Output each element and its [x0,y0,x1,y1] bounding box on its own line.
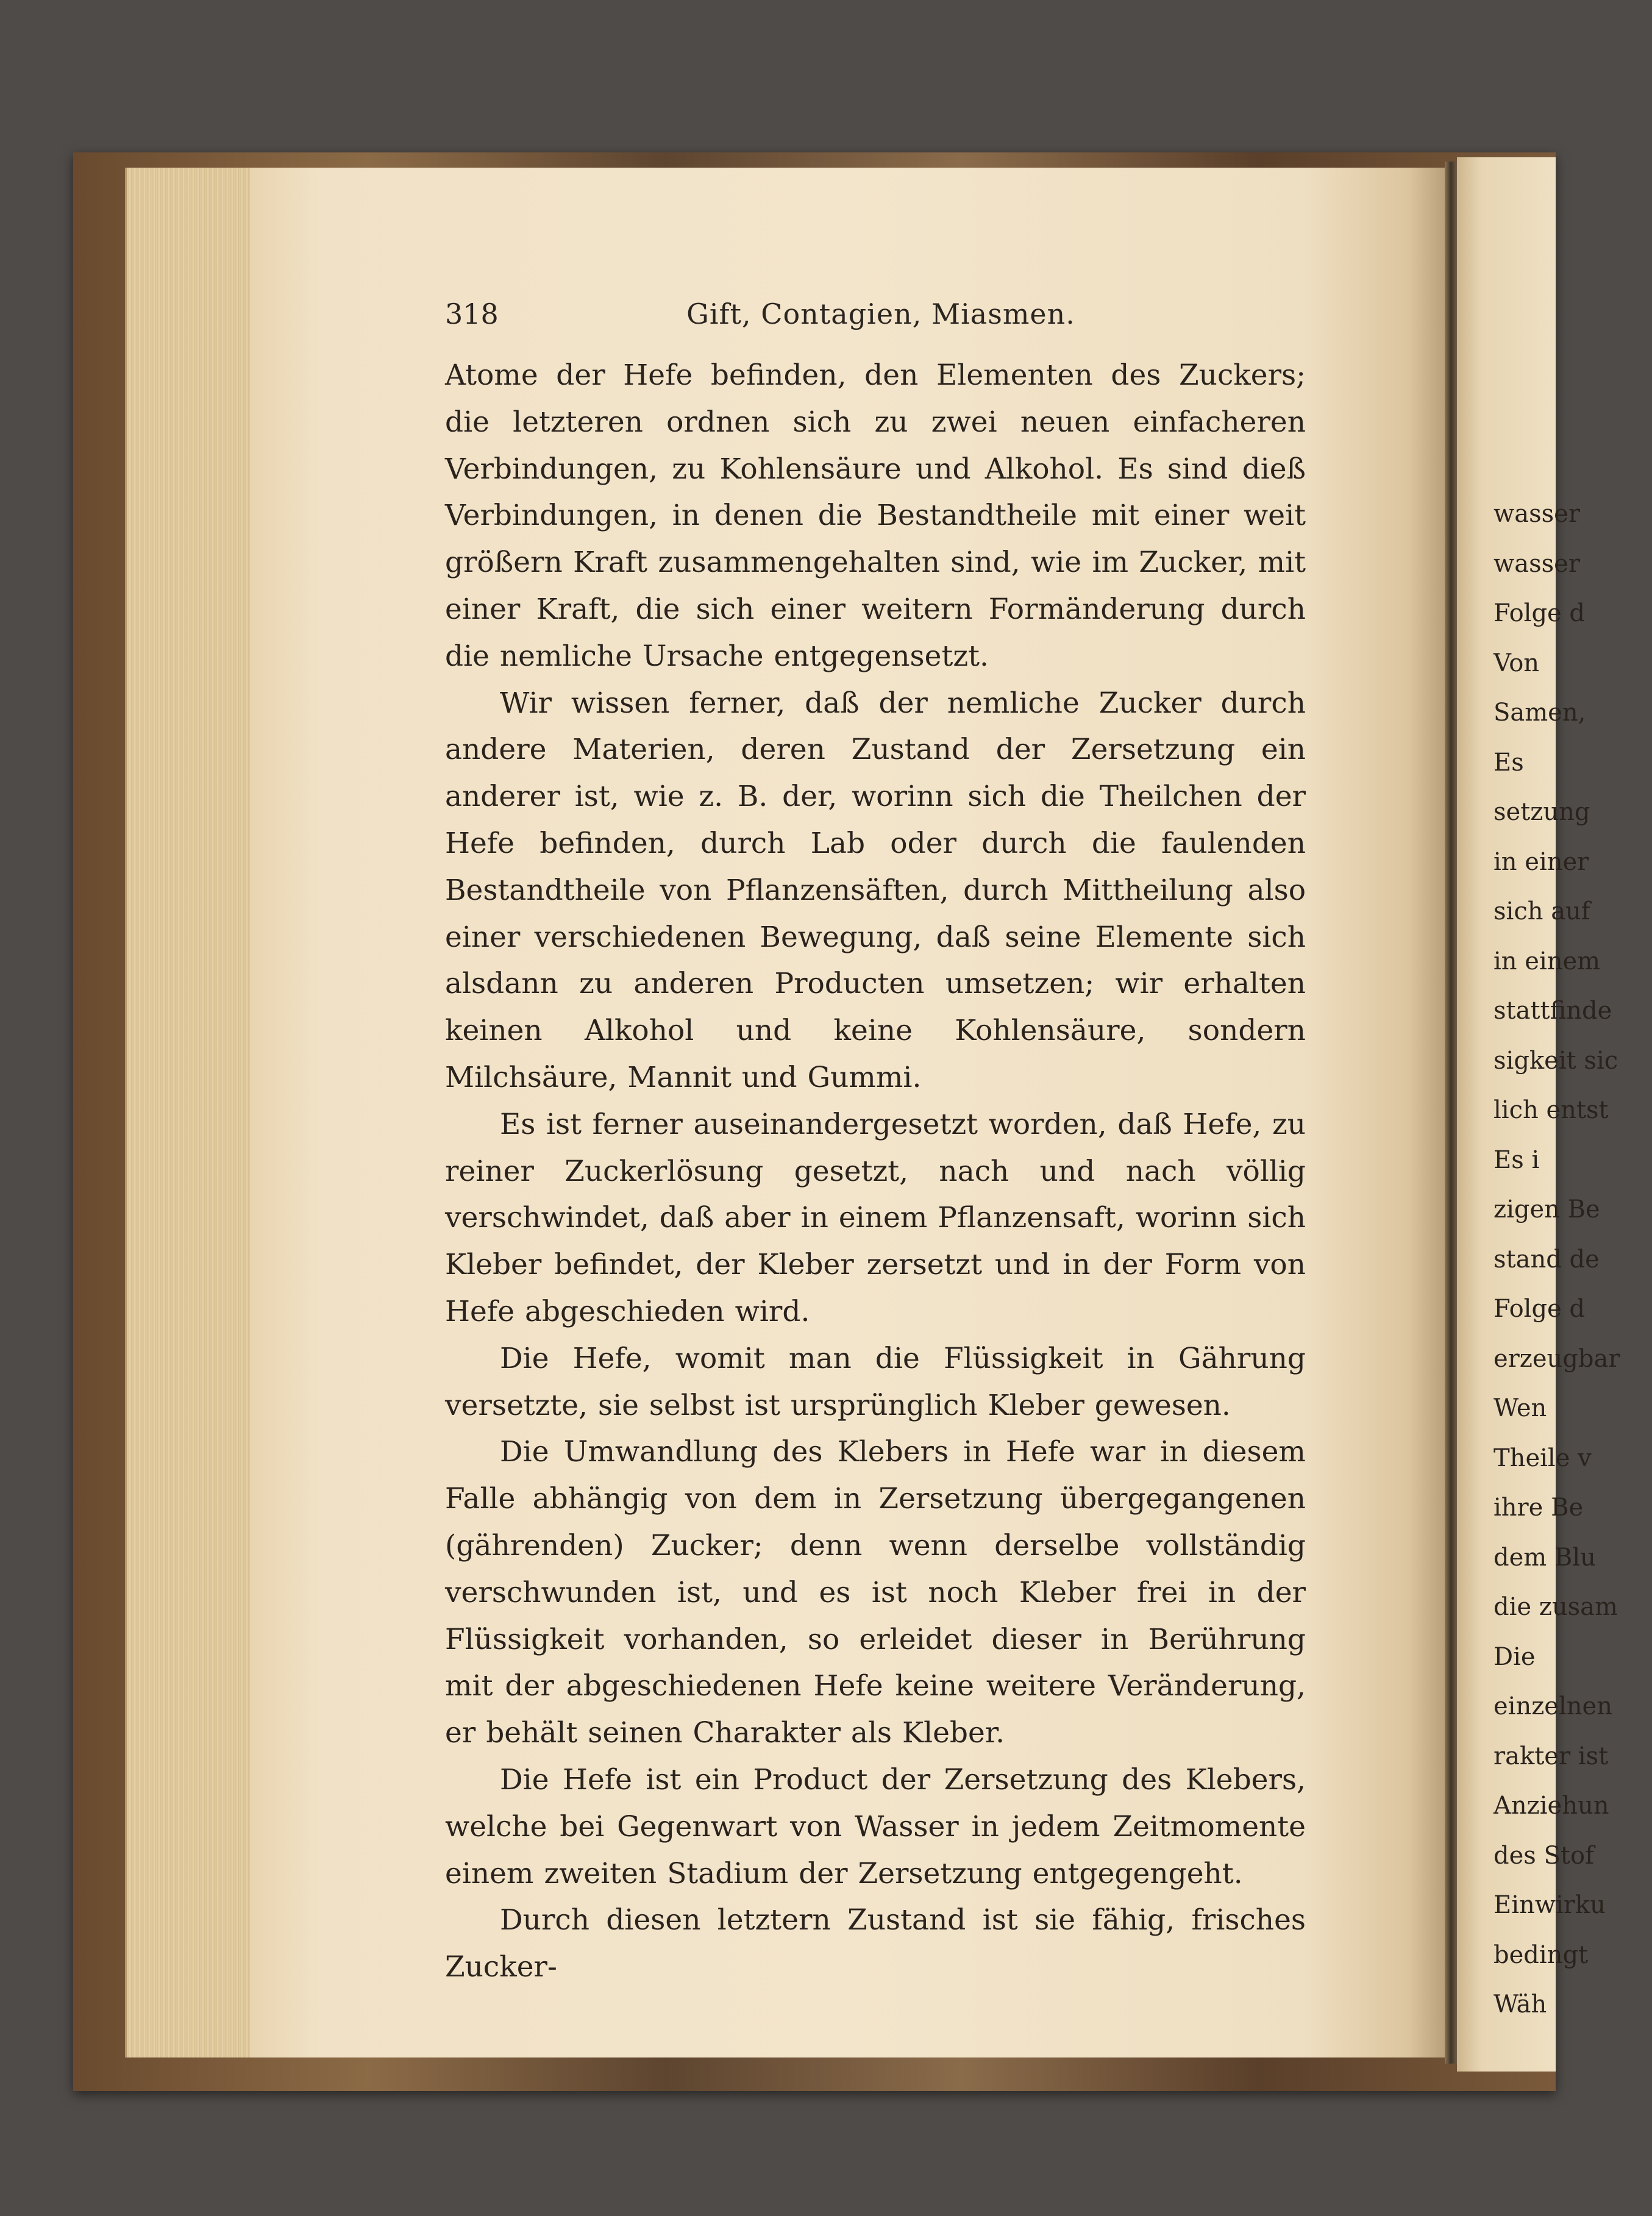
right-page-line: sich auf [1494,897,1590,925]
page-block-edge [125,168,252,2057]
right-page-line: Anziehun [1494,1792,1609,1820]
right-page-line: stattfinde [1494,997,1612,1025]
right-page-line: wasser [1494,500,1580,528]
paragraph: Wir wissen ferner, daß der nemliche Zucker durch andere Materien, deren Zustand der Zersetzung ein anderer ist, wie z. B. der, worinn sich die Theilchen der Hefe befinden, durch Lab oder durch die faulenden Bestandtheile von Pflanzensäften, durch Mittheilung also einer verschiedenen Bewegung, daß seine Elemente sich alsdann zu anderen Producten umsetzen; wir erhalten keinen Alkohol und keine Kohlensäure, sondern Milchsäure, Mannit und Gummi. [445,686,1306,1094]
right-page-line: Folge d [1494,1295,1586,1323]
paragraph: Die Hefe ist ein Product der Zersetzung des Klebers, welche bei Gegenwart von Wasser in jedem Zeitmomente einem zweiten Stadium der Zersetzung entgegengeht. [445,1762,1306,1890]
right-page-line: rakter ist [1494,1742,1609,1770]
right-page-line: Samen, [1494,699,1586,727]
right-page-line: erzeugbar [1494,1344,1620,1373]
right-page-line: Folge d [1494,599,1586,627]
right-page-line: des Stof [1494,1841,1594,1870]
right-page-line: bedingt [1494,1940,1589,1969]
right-page [1457,157,1620,2072]
main-text [445,352,1306,1991]
right-page-line: einzelnen [1494,1692,1612,1720]
right-page-line: setzung [1494,798,1590,826]
paragraph: Durch diesen letztern Zustand ist sie fähig, frisches Zucker- [445,1903,1306,1984]
right-page-line: wasser [1494,549,1580,578]
right-page-line: Wäh [1494,1990,1547,2018]
right-page-line: in einem [1494,947,1601,975]
right-page-line: zigen Be [1494,1195,1600,1224]
page-header [445,293,1317,335]
running-title: Gift, Contagien, Miasmen. [686,297,1075,330]
right-page-line: ihre Be [1494,1494,1584,1522]
paragraph: Es ist ferner auseinandergesetzt worden, daß Hefe, zu reiner Zuckerlösung gesetzt, nach und nach völlig verschwindet, daß aber in einem Pflanzensaft, worinn sich Kleber befindet, der Kleber zersetzt und in der Form von Hefe abgeschieden wird. [445,1107,1306,1328]
page-number: 318 [445,297,499,330]
right-page-line: lich entst [1494,1096,1609,1124]
right-page-line: die zusam [1494,1593,1618,1621]
paragraph: Die Umwandlung des Klebers in Hefe war in diesem Falle abhängig von dem in Zersetzung übergegangenen (gährenden) Zucker; denn wenn derselbe vollständig verschwunden ist, und es ist noch Kleber frei in der Flüssigkeit vorhanden, so erleidet dieser in Berührung mit der abgeschiedenen Hefe keine weitere Veränderung, er behält seinen Charakter als Kleber. [445,1435,1306,1750]
right-page-text [1494,490,1652,2030]
right-page-line: sigkeit sic [1494,1046,1618,1075]
right-page-line: Einwirku [1494,1891,1606,1919]
right-page-line: Theile v [1494,1444,1592,1472]
right-page-line: Wen [1494,1394,1547,1422]
right-page-line: Von [1494,649,1540,677]
right-page-line: Es [1494,748,1524,777]
right-page-line: in einer [1494,847,1589,876]
right-page-line: dem Blu [1494,1543,1596,1572]
right-page-line: Es i [1494,1145,1540,1174]
right-page-line: Die [1494,1642,1536,1671]
paragraph: Atome der Hefe befinden, den Elementen des Zuckers; die letzteren ordnen sich zu zwei neuen einfacheren Verbindungen, zu Kohlensäure und Alkohol. Es sind dieß Verbindungen, in denen die Bestandtheile mit einer weit größern Kraft zusammengehalten sind, wie im Zucker, mit einer Kraft, die sich einer weitern Formänderung durch die nemliche Ursache entgegensetzt. [445,358,1306,673]
right-page-line: stand de [1494,1245,1600,1274]
paragraph: Die Hefe, womit man die Flüssigkeit in Gährung versetzte, sie selbst ist ursprünglich Kleber gewesen. [445,1341,1306,1422]
book-gutter [1445,162,1457,2064]
